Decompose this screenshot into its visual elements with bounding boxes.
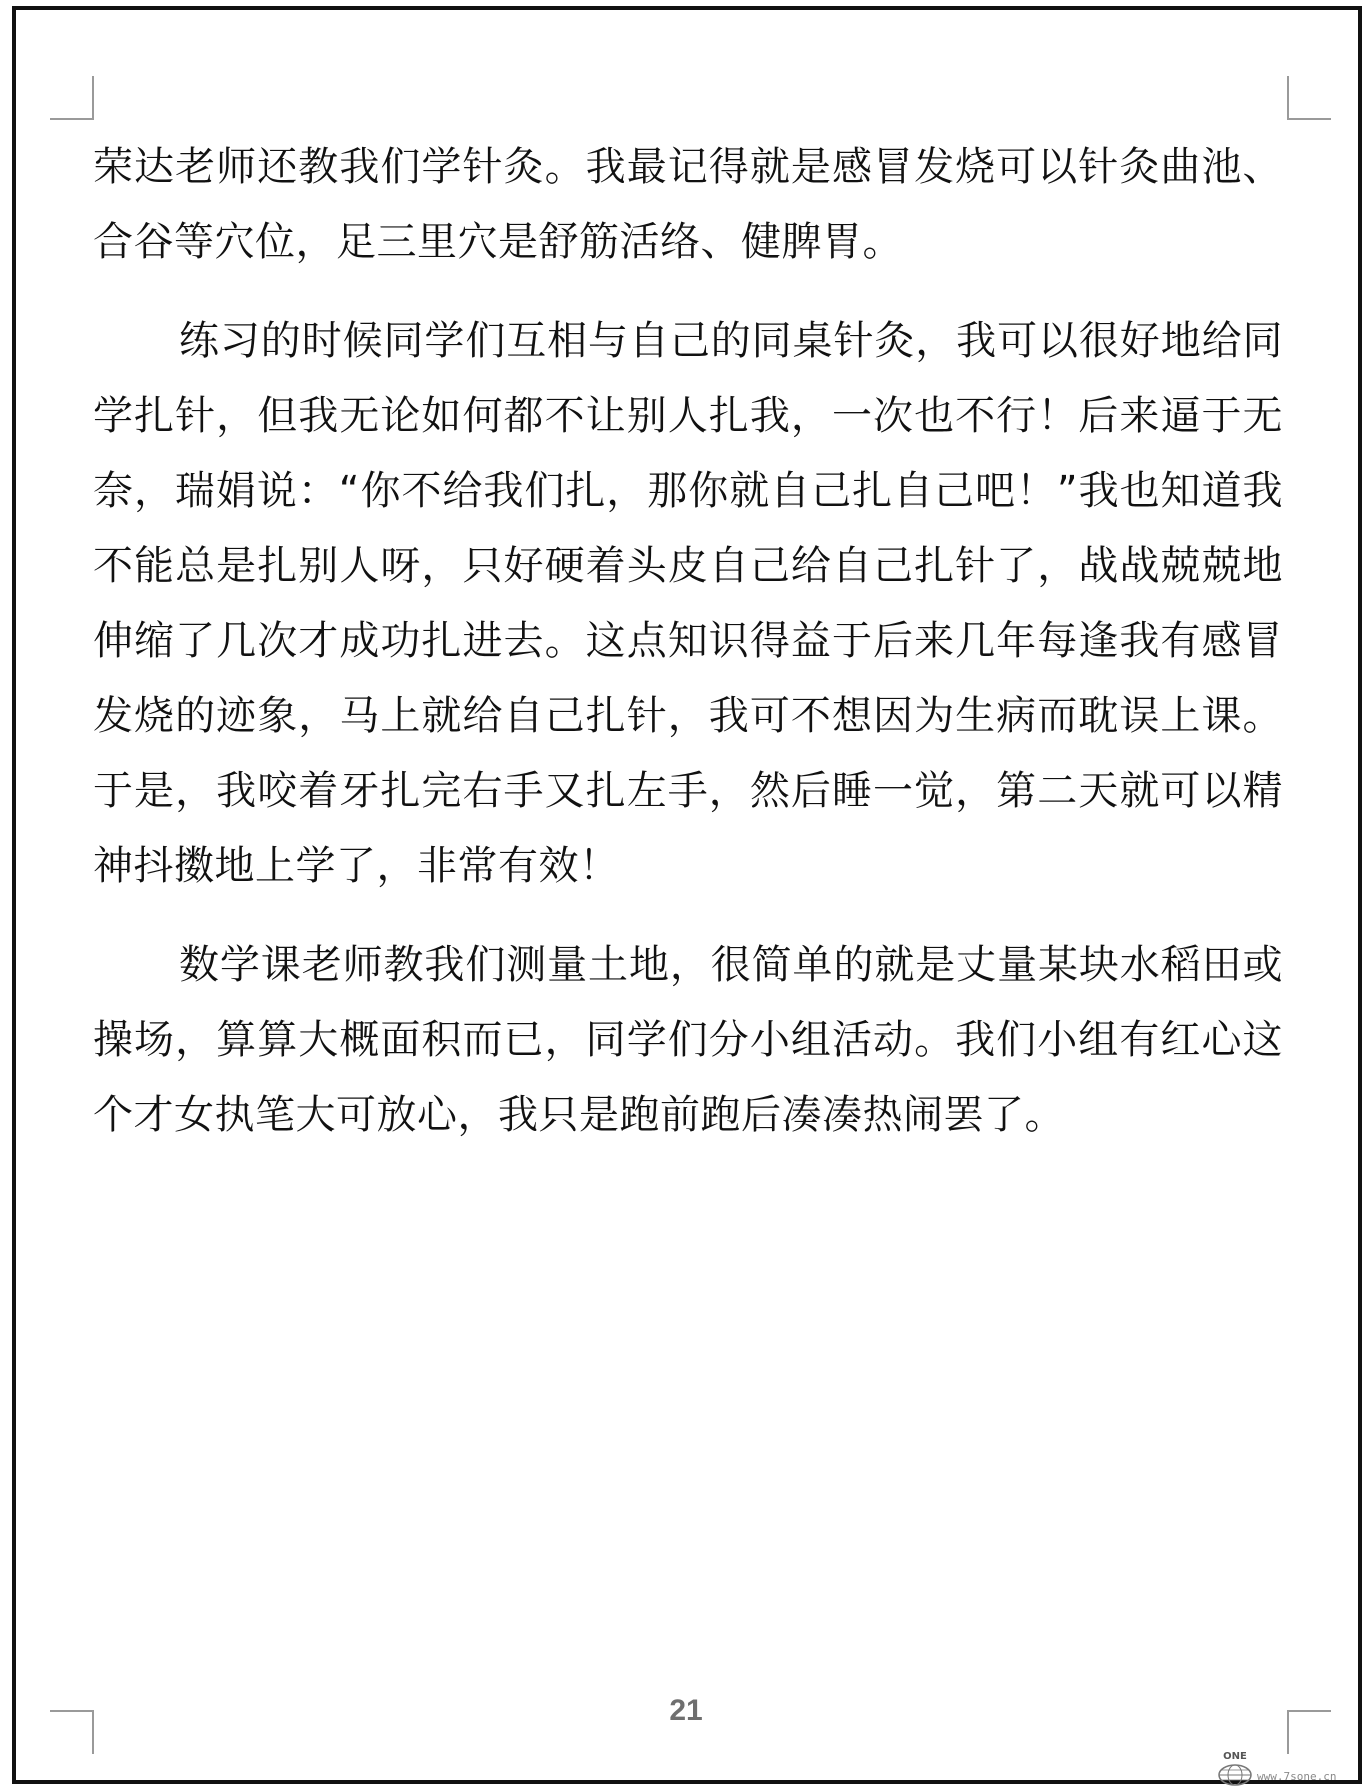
paragraph-2: 练习的时候同学们互相与自己的同桌针灸，我可以很好地给同学扎针，但我无论如何都不让别人扎我，一次也不行！后来逼于无奈，瑞娟说：“你不给我们扎，那你就自己扎自己吧！”我也知道我不能总是扎别人呀，只好硬着头皮自己给自己扎针了，战战兢兢地伸缩了几次才成功扎进去。这点知识得益于后来几年每逢我有感冒发烧的迹象，马上就给自己扎针，我可不想因为生病而耽误上课。于是，我咬着牙扎完右手又扎左手，然后睡一觉，第二天就可以精神抖擞地上学了，非常有效！ (93, 318, 1283, 889)
page-number: 21 (669, 1694, 703, 1727)
document-body (93, 130, 1283, 1177)
watermark-url: www.7sone.cn (1257, 1770, 1337, 1783)
watermark (1215, 1748, 1365, 1788)
paragraph-1: 荣达老师还教我们学针灸。我最记得就是感冒发烧可以针灸曲池、合谷等穴位，足三里穴是舒筋活络、健脾胃。 (93, 144, 1283, 265)
crop-mark-top-right (1287, 76, 1331, 120)
globe-logo-icon (1215, 1748, 1255, 1788)
svg-text:ONE: ONE (1223, 1751, 1247, 1762)
paragraph-3: 数学课老师教我们测量土地，很简单的就是丈量某块水稻田或操场，算算大概面积而已，同学们分小组活动。我们小组有红心这个才女执笔大可放心，我只是跑前跑后凑凑热闹罢了。 (93, 942, 1283, 1138)
crop-mark-top-left (50, 76, 94, 120)
